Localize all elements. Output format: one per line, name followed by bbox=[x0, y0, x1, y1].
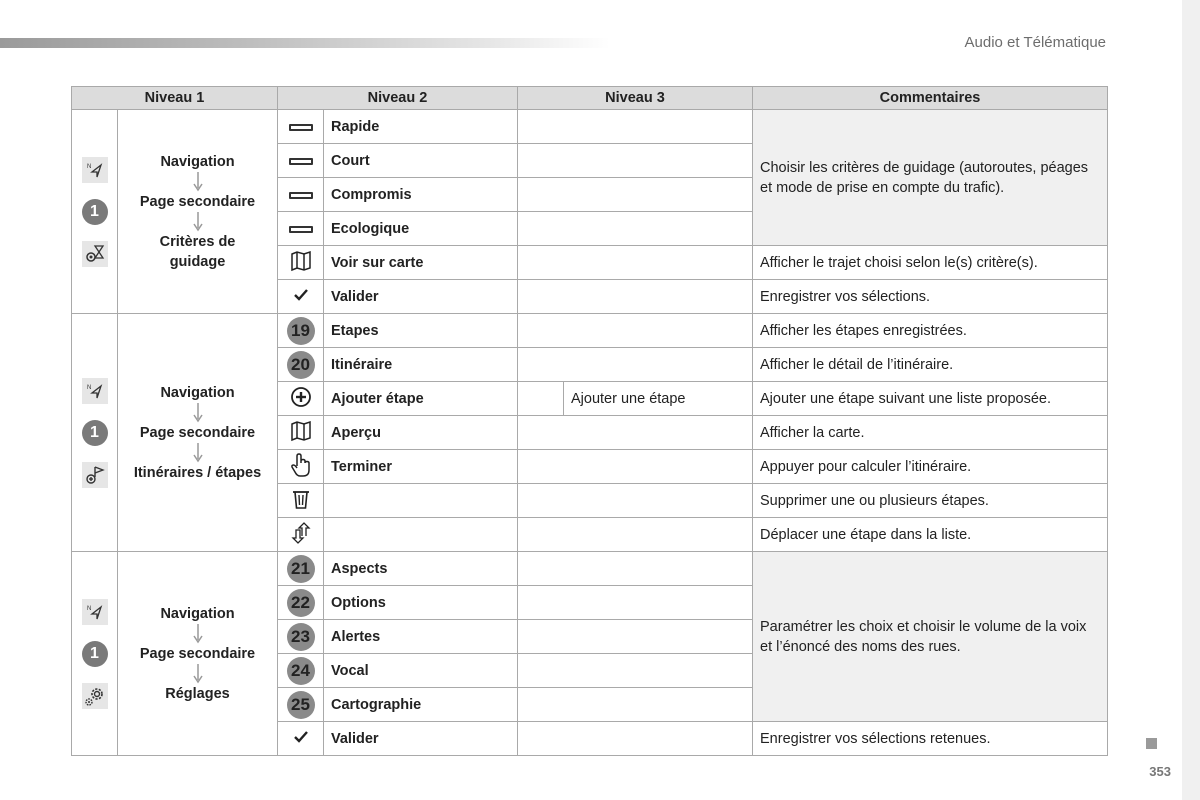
one-badge-icon: 1 bbox=[82, 420, 108, 446]
level1-item: Page secondaire bbox=[139, 424, 256, 441]
comment-cell: Afficher le détail de l’itinéraire. bbox=[753, 348, 1108, 382]
page-number: 353 bbox=[1149, 764, 1171, 779]
level3-cell bbox=[518, 416, 753, 450]
number-badge-icon: 19 bbox=[287, 317, 315, 345]
svg-text:N: N bbox=[86, 163, 91, 170]
level3-cell bbox=[518, 722, 753, 756]
table-row bbox=[72, 110, 1108, 144]
level1-item: Navigation bbox=[160, 605, 235, 622]
rectangle-icon bbox=[278, 212, 324, 246]
level2-label: Ecologique bbox=[324, 212, 518, 246]
navigation-arrow-icon bbox=[82, 378, 108, 404]
arrow-down-icon bbox=[192, 624, 204, 644]
arrow-down-icon bbox=[192, 403, 204, 423]
reorder-arrows-icon bbox=[278, 518, 324, 552]
menu-table bbox=[71, 86, 1108, 756]
level2-label: Rapide bbox=[324, 110, 518, 144]
level2-label: Court bbox=[324, 144, 518, 178]
level3-cell bbox=[518, 212, 753, 246]
level2-label: Aperçu bbox=[324, 416, 518, 450]
level3-cell bbox=[518, 620, 753, 654]
navigation-arrow-icon bbox=[82, 599, 108, 625]
level1-icons-cell bbox=[72, 552, 118, 756]
comment-cell: Enregistrer vos sélections retenues. bbox=[753, 722, 1108, 756]
level2-label: Valider bbox=[324, 280, 518, 314]
comment-cell: Paramétrer les choix et choisir le volume de la voix et l’énoncé des noms des rues. bbox=[753, 552, 1108, 722]
comment-cell: Appuyer pour calculer l’itinéraire. bbox=[753, 450, 1108, 484]
number-badge-icon: 23 bbox=[287, 623, 315, 651]
guidance-criteria-icon bbox=[82, 241, 108, 267]
arrow-down-icon bbox=[192, 172, 204, 192]
level1-path-cell bbox=[118, 314, 278, 552]
level3-cell bbox=[518, 348, 753, 382]
level3-cell bbox=[518, 552, 753, 586]
level2-label: Valider bbox=[324, 722, 518, 756]
level2-label: Etapes bbox=[324, 314, 518, 348]
level2-label: Voir sur carte bbox=[324, 246, 518, 280]
level3-cell bbox=[518, 654, 753, 688]
page-edge-strip bbox=[1182, 0, 1200, 800]
header-niveau3: Niveau 3 bbox=[518, 87, 753, 110]
comment-cell: Choisir les critères de guidage (autoroutes, péages et mode de prise en compte du trafic). bbox=[753, 110, 1108, 246]
header-niveau2: Niveau 2 bbox=[278, 87, 518, 110]
table-header-row bbox=[72, 87, 1108, 110]
svg-text:N: N bbox=[86, 605, 91, 612]
level3-icon-cell bbox=[518, 382, 564, 416]
comment-cell: Enregistrer vos sélections. bbox=[753, 280, 1108, 314]
level3-cell: Ajouter une étape bbox=[564, 382, 753, 416]
comment-cell: Déplacer une étape dans la liste. bbox=[753, 518, 1108, 552]
number-badge-icon: 21 bbox=[287, 555, 315, 583]
number-badge-icon: 24 bbox=[287, 657, 315, 685]
level1-item: Navigation bbox=[160, 384, 235, 401]
table-row bbox=[72, 314, 1108, 348]
section-title: Audio et Télématique bbox=[964, 34, 1106, 51]
header-niveau1: Niveau 1 bbox=[72, 87, 278, 110]
level3-cell bbox=[518, 586, 753, 620]
level2-label: Alertes bbox=[324, 620, 518, 654]
level2-label: Vocal bbox=[324, 654, 518, 688]
page-marker bbox=[1146, 738, 1157, 749]
level1-item: Itinéraires / étapes bbox=[133, 464, 262, 481]
level2-label: Options bbox=[324, 586, 518, 620]
level3-cell bbox=[518, 280, 753, 314]
arrow-down-icon bbox=[192, 443, 204, 463]
number-badge-icon: 20 bbox=[287, 351, 315, 379]
level1-item: Critères de guidage bbox=[159, 233, 236, 270]
level3-cell bbox=[518, 518, 753, 552]
rectangle-icon bbox=[278, 178, 324, 212]
level1-icons-cell bbox=[72, 110, 118, 314]
plus-circle-icon bbox=[278, 382, 324, 416]
arrow-down-icon bbox=[192, 212, 204, 232]
level2-label: Ajouter étape bbox=[324, 382, 518, 416]
trash-icon bbox=[278, 484, 324, 518]
svg-text:N: N bbox=[86, 384, 91, 391]
number-badge-icon: 22 bbox=[287, 589, 315, 617]
level1-item: Page secondaire bbox=[139, 193, 256, 210]
map-icon bbox=[278, 416, 324, 450]
level2-label bbox=[324, 484, 518, 518]
level2-label: Terminer bbox=[324, 450, 518, 484]
level3-cell bbox=[518, 688, 753, 722]
map-icon bbox=[278, 246, 324, 280]
level1-item: Réglages bbox=[165, 685, 230, 702]
comment-cell: Afficher les étapes enregistrées. bbox=[753, 314, 1108, 348]
level2-label bbox=[324, 518, 518, 552]
rectangle-icon bbox=[278, 144, 324, 178]
level3-cell bbox=[518, 178, 753, 212]
navigation-arrow-icon bbox=[82, 157, 108, 183]
level3-cell bbox=[518, 314, 753, 348]
level3-cell bbox=[518, 110, 753, 144]
level1-path-cell bbox=[118, 110, 278, 314]
level2-label: Aspects bbox=[324, 552, 518, 586]
arrow-down-icon bbox=[192, 664, 204, 684]
table-row bbox=[72, 552, 1108, 586]
hand-pointer-icon bbox=[278, 450, 324, 484]
rectangle-icon bbox=[278, 110, 324, 144]
header-decor-bar bbox=[0, 38, 610, 48]
level3-cell bbox=[518, 144, 753, 178]
level3-cell bbox=[518, 450, 753, 484]
level2-label: Itinéraire bbox=[324, 348, 518, 382]
number-badge-icon: 25 bbox=[287, 691, 315, 719]
level1-item: Navigation bbox=[160, 153, 235, 170]
one-badge-icon: 1 bbox=[82, 199, 108, 225]
level3-cell bbox=[518, 484, 753, 518]
settings-gears-icon bbox=[82, 683, 108, 709]
check-icon bbox=[278, 280, 324, 314]
one-badge-icon: 1 bbox=[82, 641, 108, 667]
level2-label: Cartographie bbox=[324, 688, 518, 722]
check-icon bbox=[278, 722, 324, 756]
comment-cell: Afficher la carte. bbox=[753, 416, 1108, 450]
route-flag-icon bbox=[82, 462, 108, 488]
comment-cell: Supprimer une ou plusieurs étapes. bbox=[753, 484, 1108, 518]
level2-label: Compromis bbox=[324, 178, 518, 212]
level1-icons-cell bbox=[72, 314, 118, 552]
level3-cell bbox=[518, 246, 753, 280]
comment-cell: Ajouter une étape suivant une liste proposée. bbox=[753, 382, 1108, 416]
level1-item: Page secondaire bbox=[139, 645, 256, 662]
comment-cell: Afficher le trajet choisi selon le(s) critère(s). bbox=[753, 246, 1108, 280]
header-commentaires: Commentaires bbox=[753, 87, 1108, 110]
level1-path-cell bbox=[118, 552, 278, 756]
